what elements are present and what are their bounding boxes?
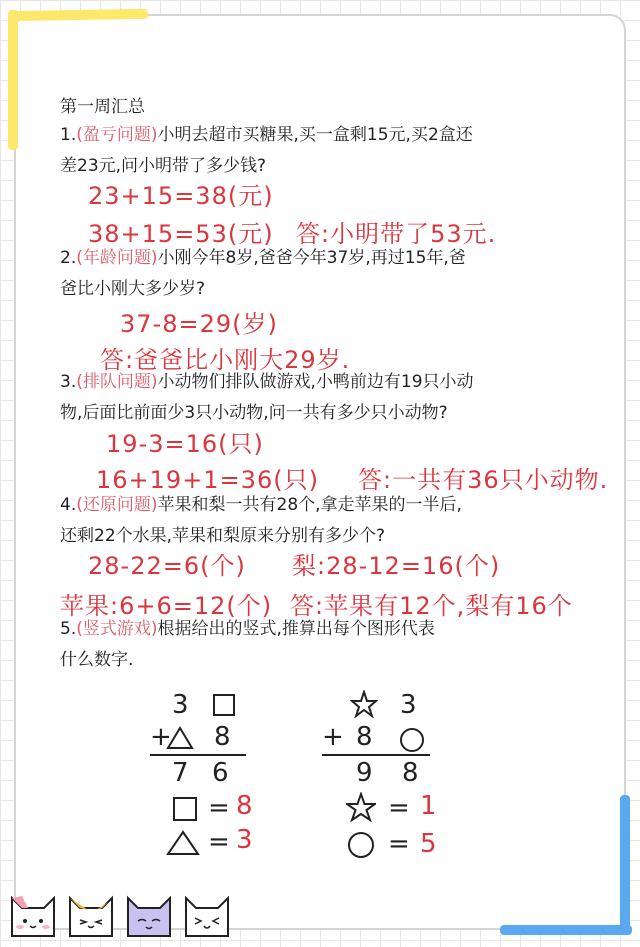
question-text-line1: 小动物们排队做游戏,小鸭前边有19只小动 [157,372,474,392]
square-icon [172,796,198,822]
question-text-line2: 差23元,问小明带了多少钱? [60,156,267,176]
bottom-digit: 8 [214,722,231,752]
star-icon [346,792,376,822]
question-tag: (盈亏问题) [76,125,158,145]
cat-icon [70,898,112,936]
question-text-line2: 物,后面比前面少3只小动物,问一共有多少只小动物? [60,403,448,423]
question-number: 4. [60,495,77,515]
question-tag: (排队问题) [76,372,158,392]
blue-highlight-bottom [500,925,632,935]
question-text-line1: 苹果和梨一共有28个,拿走苹果的一半后, [157,495,462,515]
circle-icon [398,726,426,754]
yellow-highlight-left [8,10,18,150]
page-title: 第一周汇总 [60,97,145,117]
circle-value: 5 [420,829,437,859]
answer-statement: 答:苹果有12个,梨有16个 [290,592,573,620]
question-number: 5. [60,619,77,639]
plus-sign: + [322,722,344,752]
question-text-line2: 还剩22个水果,苹果和梨原来分别有多少个? [60,526,386,546]
bottom-digit: 8 [356,722,373,752]
triangle-value: 3 [236,825,253,855]
answer-line: 37-8=29(岁) [120,310,278,338]
answer-line: 19-3=16(只) [106,430,264,458]
answer-line: 28-22=6(个) [88,552,246,580]
cat-icon [12,896,54,936]
question-tag: (年龄问题) [76,248,158,268]
question-number: 3. [60,372,77,392]
blue-highlight-right [620,795,630,935]
circle-icon [346,830,376,860]
equals-sign: = [388,829,410,859]
answer-line: 16+19+1=36(只) [96,466,319,494]
triangle-icon [166,726,194,750]
star-value: 1 [420,791,437,821]
answer-line: 23+15=38(元) [88,182,274,210]
equals-sign: = [208,827,230,857]
question-number: 2. [60,248,77,268]
cat-icon [186,898,228,936]
top-digit: 3 [172,690,189,720]
answer-line: 38+15=53(元) [88,220,274,248]
question-5 [60,614,580,676]
equals-sign: = [208,793,230,823]
answer-statement: 答:小明带了53元. [296,220,497,248]
star-icon [350,690,378,718]
question-text-line2: 什么数字. [60,650,134,670]
question-number: 1. [60,125,77,145]
question-2 [60,243,580,305]
answer-line: 梨:28-12=16(个) [292,552,501,580]
sum-line [322,754,430,756]
result-digit: 6 [212,758,229,788]
question-text-line1: 根据给出的竖式,推算出每个图形代表 [157,619,435,639]
result-digit: 8 [402,758,419,788]
question-4 [60,490,580,552]
answer-statement: 答:一共有36只小动物. [358,466,609,494]
top-digit: 3 [400,690,417,720]
triangle-icon [166,830,200,856]
question-3 [60,367,580,429]
cat-icon [128,898,170,936]
result-digit: 7 [172,758,189,788]
sum-line [150,754,246,756]
plus-sign: + [150,722,172,752]
cat-faces-decoration [8,888,238,938]
square-value: 8 [236,791,253,821]
question-text-line1: 小明去超市买糖果,买一盒剩15元,买2盒还 [157,125,473,145]
question-1 [60,120,580,182]
equals-sign: = [388,793,410,823]
question-tag: (还原问题) [76,495,158,515]
answer-statement: 答:爸爸比小刚大29岁. [100,346,351,374]
result-digit: 9 [356,758,373,788]
answer-line: 苹果:6+6=12(个) [60,592,273,620]
square-icon [212,693,236,717]
question-text-line1: 小刚今年8岁,爸爸今年37岁,再过15年,爸 [157,248,466,268]
question-tag: (竖式游戏) [76,619,158,639]
question-text-line2: 爸比小刚大多少岁? [60,279,206,299]
